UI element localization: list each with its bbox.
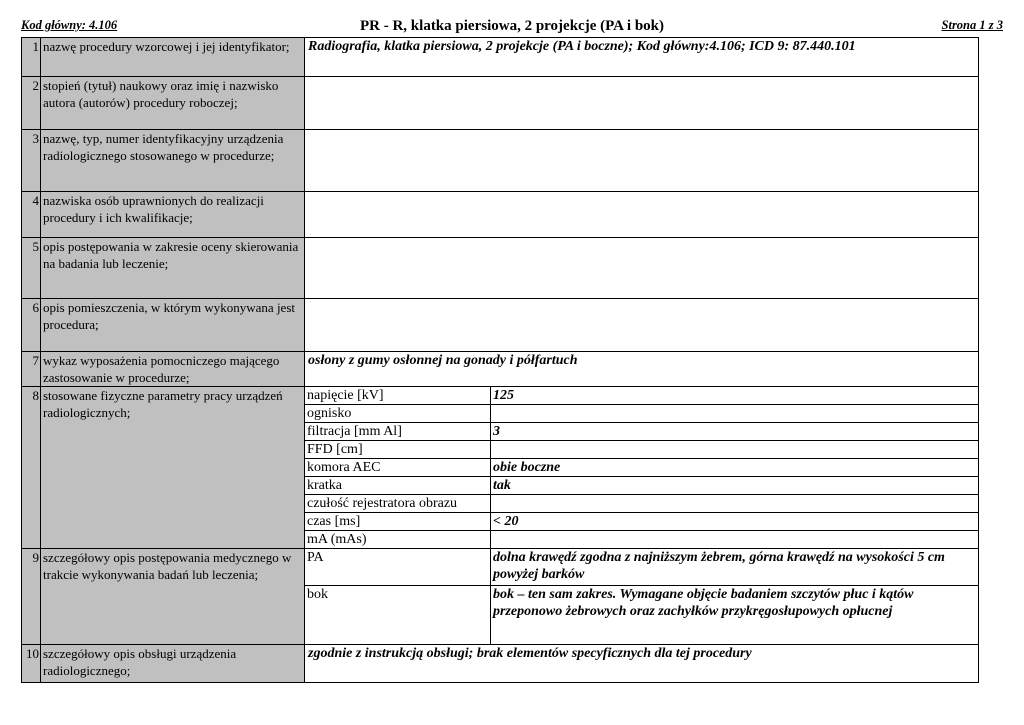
- device-value: [305, 130, 979, 192]
- parameter-row: [305, 495, 978, 513]
- parameter-name: czas [ms]: [305, 513, 491, 531]
- device-operation-value: zgodnie z instrukcją obsługi; brak elementów specyficznych dla tej procedury: [305, 645, 979, 683]
- row-number: 4: [22, 192, 41, 238]
- parameter-row: [305, 387, 978, 405]
- row-label: stopień (tytuł) naukowy oraz imię i nazwisko autora (autorów) procedury roboczej;: [41, 77, 305, 130]
- parameter-value: [491, 405, 979, 423]
- parameter-row: [305, 441, 978, 459]
- table-row: [22, 38, 979, 77]
- parameter-value: [491, 531, 979, 549]
- procedure-table: [21, 37, 979, 683]
- row-label: szczegółowy opis postępowania medycznego w trakcie wykonywania badań lub leczenia;: [41, 549, 305, 645]
- row-label: nazwę procedury wzorcowej i jej identyfikator;: [41, 38, 305, 77]
- parameter-row: [305, 405, 978, 423]
- parameter-value: [491, 441, 979, 459]
- parameter-row: [305, 423, 978, 441]
- row-label: opis pomieszczenia, w którym wykonywana jest procedura;: [41, 299, 305, 352]
- parameter-value: 125: [491, 387, 979, 405]
- parameter-name: napięcie [kV]: [305, 387, 491, 405]
- step-value: bok – ten sam zakres. Wymagane objęcie badaniem szczytów płuc i kątów przeponowo żebrowych oraz zachyłków przykręgosłupowych opłucnej: [493, 587, 914, 619]
- page-header: [21, 16, 1003, 36]
- row-label: szczegółowy opis obsługi urządzenia radiologicznego;: [41, 645, 305, 683]
- row-number: 9: [22, 549, 41, 645]
- parameter-value: obie boczne: [491, 459, 979, 477]
- table-row: [22, 387, 979, 549]
- step-value: dolna krawędź zgodna z najniższym żebrem, górna krawędź na wysokości 5 cm powyżej barków: [491, 549, 979, 586]
- row-number: 10: [22, 645, 41, 683]
- procedure-steps-cell: [305, 549, 979, 645]
- document-title: PR - R, klatka piersiowa, 2 projekcje (PA i bok): [359, 18, 664, 34]
- row-label: stosowane fizyczne parametry pracy urządzeń radiologicznych;: [41, 387, 305, 549]
- parameter-row: [305, 531, 978, 549]
- parameter-value: [491, 495, 979, 513]
- referral-value: [305, 238, 979, 299]
- row-label: nazwę, typ, numer identyfikacyjny urządzenia radiologicznego stosowanego w procedurze;: [41, 130, 305, 192]
- parameters-cell: [305, 387, 979, 549]
- procedure-steps-table: [305, 549, 978, 644]
- parameter-row: [305, 459, 978, 477]
- parameters-table: [305, 387, 978, 548]
- row-label: opis postępowania w zakresie oceny skierowania na badania lub leczenie;: [41, 238, 305, 299]
- step-name: PA: [305, 549, 491, 586]
- room-value: [305, 299, 979, 352]
- parameter-name: czułość rejestratora obrazu: [305, 495, 491, 513]
- procedure-step-row: [305, 586, 978, 645]
- parameter-name: mA (mAs): [305, 531, 491, 549]
- row-number: 2: [22, 77, 41, 130]
- parameter-name: ognisko: [305, 405, 491, 423]
- equipment-value: osłony z gumy osłonnej na gonady i półfartuch: [305, 352, 979, 387]
- parameter-name: komora AEC: [305, 459, 491, 477]
- table-row: [22, 299, 979, 352]
- parameter-row: [305, 477, 978, 495]
- row-number: 3: [22, 130, 41, 192]
- table-row: [22, 238, 979, 299]
- row-label: wykaz wyposażenia pomocniczego mającego zastosowanie w procedurze;: [41, 352, 305, 387]
- table-row: [22, 352, 979, 387]
- row-number: 8: [22, 387, 41, 549]
- procedure-name-value: Radiografia, klatka piersiowa, 2 projekcje (PA i boczne); Kod główny:4.106; ICD 9: 87.440.101: [305, 38, 979, 77]
- row-number: 7: [22, 352, 41, 387]
- parameter-name: FFD [cm]: [305, 441, 491, 459]
- author-value: [305, 77, 979, 130]
- table-row: [22, 192, 979, 238]
- row-label: nazwiska osób uprawnionych do realizacji procedury i ich kwalifikacje;: [41, 192, 305, 238]
- parameter-value: < 20: [491, 513, 979, 531]
- parameter-name: filtracja [mm Al]: [305, 423, 491, 441]
- parameter-value: tak: [491, 477, 979, 495]
- page-number: Strona 1 z 3: [941, 18, 1003, 32]
- row-number: 1: [22, 38, 41, 77]
- parameter-row: [305, 513, 978, 531]
- staff-value: [305, 192, 979, 238]
- table-row: [22, 549, 979, 645]
- main-code: Kod główny: 4.106: [21, 18, 118, 32]
- procedure-step-row: [305, 549, 978, 586]
- parameter-name: kratka: [305, 477, 491, 495]
- step-name: bok: [305, 586, 491, 645]
- parameter-value: 3: [491, 423, 979, 441]
- table-row: [22, 77, 979, 130]
- row-number: 5: [22, 238, 41, 299]
- table-row: [22, 130, 979, 192]
- table-row: [22, 645, 979, 683]
- row-number: 6: [22, 299, 41, 352]
